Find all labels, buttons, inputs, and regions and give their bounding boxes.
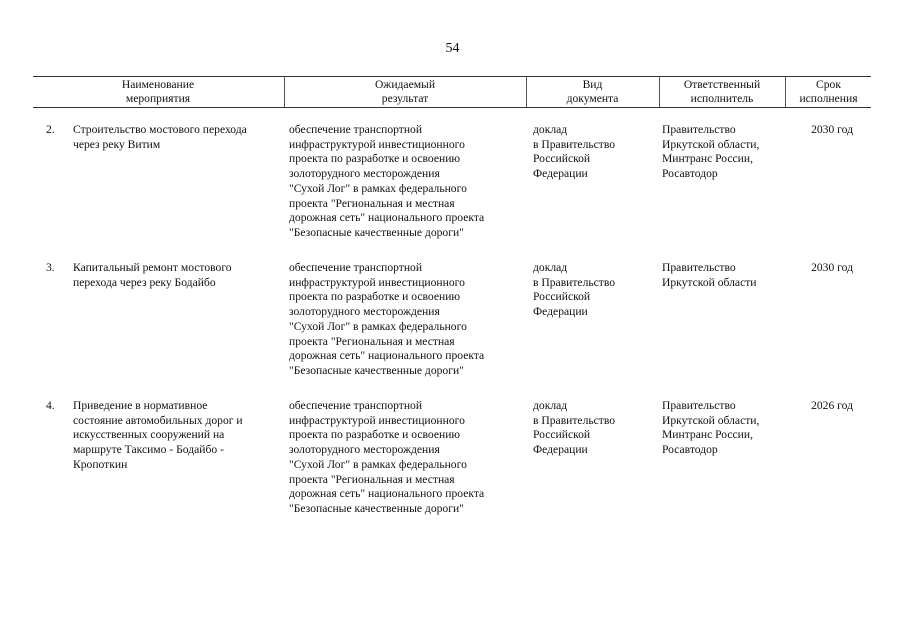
table-header-top-border [33,76,871,77]
row-expected-result: обеспечение транспортной инфраструктурой инвестиционного проекта по разработке и освоению золоторудного месторождения "Сухой Лог" в рамках федерального проекта "Региональная и местная дорожная сеть" национального проекта "Безопасные качественные дороги" [289,399,485,515]
row-expected-result: обеспечение транспортной инфраструктурой инвестиционного проекта по разработке и освоению золоторудного месторождения "Сухой Лог" в рамках федерального проекта "Региональная и местная дорожная сеть" национального проекта "Безопасные качественные дороги" [289,123,485,239]
header-cell-deadline [786,78,871,107]
row-number: 4. [46,399,55,412]
row-expected-result: обеспечение транспортной инфраструктурой инвестиционного проекта по разработке и освоению золоторудного месторождения "Сухой Лог" в рамках федерального проекта "Региональная и местная дорожная сеть" национального проекта "Безопасные качественные дороги" [289,261,485,377]
header-cell-result [285,78,525,107]
header-label: Ожидаемый [374,78,436,91]
row-deadline: 2030 год [811,261,853,274]
header-label: Вид [582,78,603,91]
row-activity-name: Приведение в нормативное состояние автомобильных дорог и искусственных сооружений на маршруте Таксимо - Бодайбо - Кропоткин [73,399,243,471]
row-document-type: доклад в Правительство Российской Федерации [533,261,616,319]
row-document-type: доклад в Правительство Российской Федерации [533,399,616,457]
row-responsible: Правительство Иркутской области, Минтранс России, Росавтодор [662,399,760,457]
row-activity-name: Строительство мостового перехода через реку Витим [73,123,247,151]
header-label: исполнитель [690,92,754,105]
header-label: документа [566,92,619,105]
header-cell-document [527,78,658,107]
page-number: 54 [445,41,460,56]
header-label: Срок [816,78,841,91]
header-cell-responsible [660,78,784,107]
header-label: мероприятия [125,92,191,105]
table-header-bottom-border [33,107,871,108]
row-deadline: 2026 год [811,399,853,412]
row-responsible: Правительство Иркутской области, Минтранс России, Росавтодор [662,123,760,181]
header-label: Наименование [121,78,195,91]
row-activity-name: Капитальный ремонт мостового перехода через реку Бодайбо [73,261,232,289]
header-label: результат [381,92,429,105]
row-deadline: 2030 год [811,123,853,136]
header-label: Ответственный [683,78,761,91]
row-responsible: Правительство Иркутской области [662,261,757,289]
row-number: 3. [46,261,55,274]
header-cell-name [33,78,283,107]
row-document-type: доклад в Правительство Российской Федерации [533,123,616,181]
row-number: 2. [46,123,55,136]
header-label: исполнения [799,92,858,105]
